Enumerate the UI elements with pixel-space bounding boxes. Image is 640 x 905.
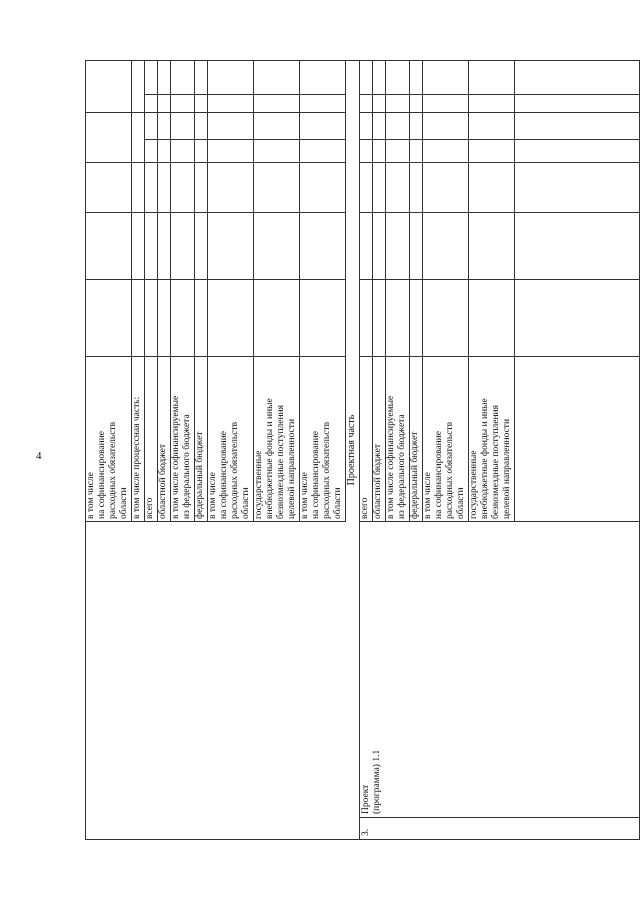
col-line-value-upper [85, 356, 345, 357]
row-label-line: внебюджетные фонды и иные [265, 398, 275, 519]
row-label-line: из федерального бюджета [397, 414, 407, 519]
col-line-value-upper [85, 279, 345, 280]
row-label-line: в том числе софинансируемые [386, 395, 396, 519]
row-label [195, 432, 206, 519]
row-label-line: в том числе [208, 472, 218, 519]
row-label-line: безвозмездные поступления [276, 404, 286, 519]
col-line-value-upper [85, 112, 345, 113]
col-line-name-lower [359, 521, 640, 522]
row-label-line: целевой направленности [502, 418, 512, 519]
section-title: Проектная часть [346, 414, 357, 486]
rotated-table-page [85, 60, 640, 840]
row-label-line: расходных обязательств [108, 421, 118, 519]
project-name-line: (программа) 1.1 [372, 749, 382, 814]
row-label-line: всего [360, 497, 370, 519]
page-number: 4 [36, 450, 42, 462]
row-label [254, 398, 298, 519]
row-label-line: областной бюджет [158, 443, 168, 519]
table-border-left [85, 839, 640, 840]
project-name-line: Проект [361, 784, 371, 814]
col-line-value-lower [359, 356, 640, 357]
row-label [300, 422, 344, 519]
project-name [361, 750, 383, 814]
row-separator [144, 60, 145, 522]
col-line-value-lower [359, 212, 640, 213]
row-label-line: федеральный бюджет [195, 431, 205, 519]
row-separator [514, 60, 515, 522]
row-label-line: области [456, 487, 466, 519]
row-label [410, 432, 421, 519]
row-label-line: государственные [254, 450, 264, 519]
row-label-line: области [119, 487, 129, 519]
row-label-line: на софинансирование [311, 430, 321, 519]
col-line-value-upper [85, 162, 345, 163]
row-label-line: внебюджетные фонды и иные [480, 398, 490, 519]
col-line-name-upper [85, 521, 345, 522]
row-label [386, 396, 408, 519]
row-label [145, 498, 156, 519]
row-label-line: областной бюджет [373, 443, 383, 519]
row-label-line: расходных обязательств [322, 421, 332, 519]
col-line-value-upper [85, 212, 345, 213]
row-label-line: государственные [469, 450, 479, 519]
col-line-sub [359, 139, 640, 140]
table-frame [85, 60, 640, 840]
row-label-line: в том числе [423, 472, 433, 519]
table-border-right [85, 60, 640, 61]
row-label-line: на софинансирование [434, 430, 444, 519]
row-label-line: в том числе [300, 472, 310, 519]
budget-table [85, 60, 640, 840]
row-label-line: безвозмездные поступления [491, 404, 501, 519]
row-label [469, 398, 513, 519]
row-label [86, 422, 130, 519]
row-label-line: всего [145, 497, 155, 519]
row-label-line: расходных обязательств [445, 421, 455, 519]
row-label-line: на софинансирование [97, 430, 107, 519]
col-line-sub [144, 94, 345, 95]
row-number: 3. [361, 828, 371, 836]
col-line-value-lower [359, 162, 640, 163]
row-label [132, 397, 143, 519]
row-label [360, 498, 371, 519]
row-label-line: в том числе [86, 472, 96, 519]
col-line-num [359, 817, 640, 818]
col-line-sub [144, 139, 345, 140]
row-label-line: целевой направленности [287, 418, 297, 519]
col-line-value-lower [359, 112, 640, 113]
col-line-value-lower [359, 279, 640, 280]
row-label [423, 422, 467, 519]
row-label-line: области [241, 487, 251, 519]
row-label-line: федеральный бюджет [410, 431, 420, 519]
section-separator [359, 60, 360, 840]
row-label-line: в том числе процессная часть: [132, 396, 142, 519]
row-label [373, 444, 384, 519]
row-label-line: расходных обязательств [230, 421, 240, 519]
row-label [171, 396, 193, 519]
row-label-line: из федерального бюджета [182, 414, 192, 519]
row-label-line: на софинансирование [219, 430, 229, 519]
row-label-line: области [333, 487, 343, 519]
row-label [208, 422, 252, 519]
col-line-sub [359, 94, 640, 95]
row-label-line: в том числе софинансируемые [171, 395, 181, 519]
row-label [158, 444, 169, 519]
